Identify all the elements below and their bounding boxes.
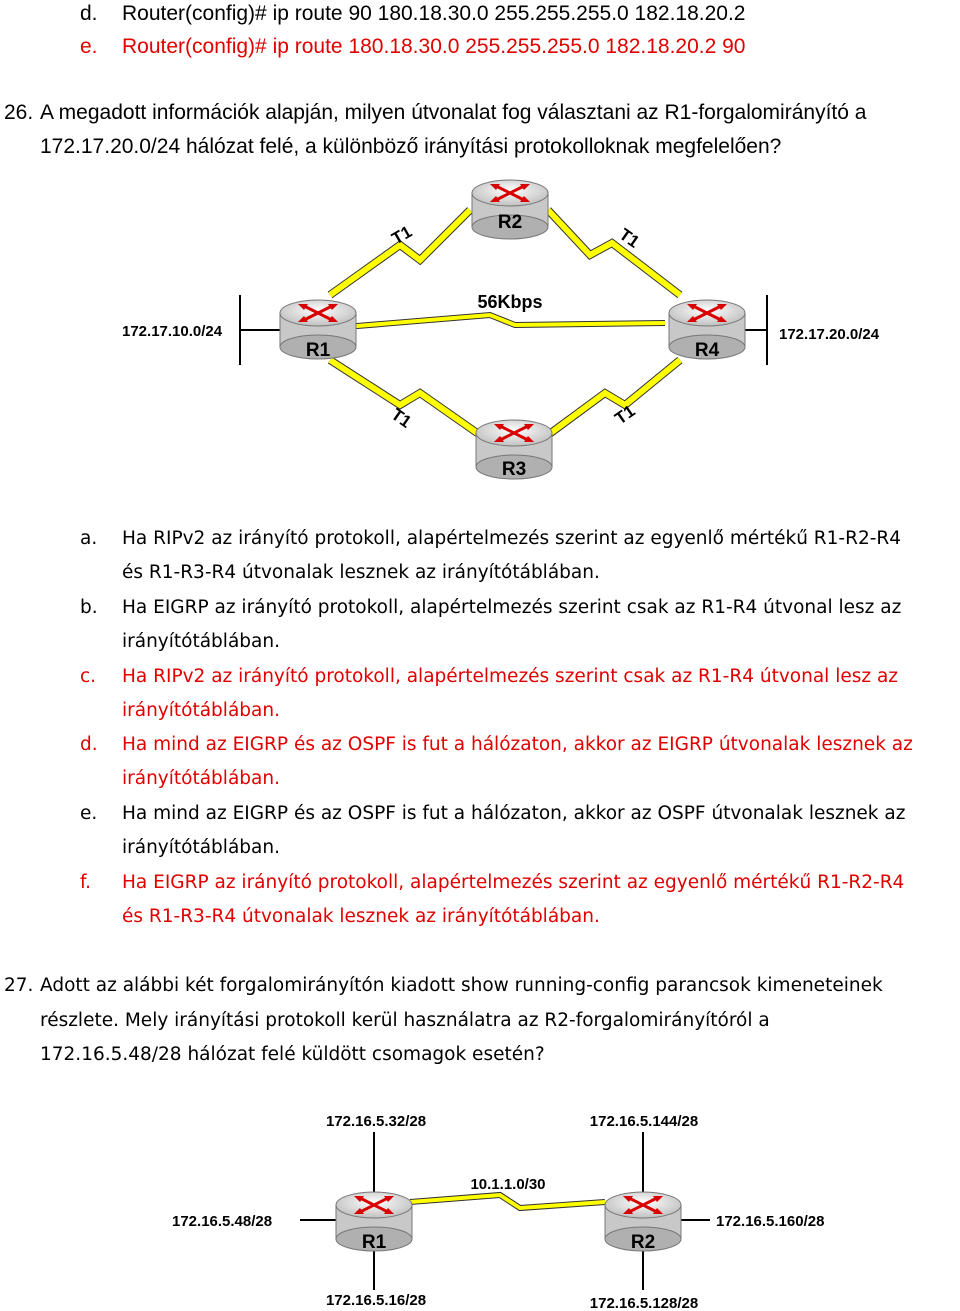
option-letter: e. [80, 803, 98, 824]
network-diagram-q27 [0, 1100, 960, 1311]
link-r3-r4 [548, 360, 680, 435]
option-letter: c. [80, 666, 97, 687]
link-label-56kbps: 56Kbps [477, 292, 543, 312]
link-r1-r2 [330, 210, 470, 295]
option-text-line2: irányítótáblában. [122, 768, 280, 789]
option-text-line1: Ha EIGRP az irányító protokoll, alapértelmezés szerint az egyenlő mértékű R1-R2-R4 [122, 872, 905, 893]
router-label-r4: R4 [694, 340, 720, 361]
option-text-line2: és R1-R3-R4 útvonalak lesznek az irányítótáblában. [122, 906, 600, 927]
option-letter: d. [80, 734, 98, 755]
link-label-t1: T1 [611, 401, 639, 429]
link-r1-r2 [410, 1195, 605, 1208]
link-label-t1: T1 [615, 224, 643, 252]
option-text-line2: és R1-R3-R4 útvonalak lesznek az irányítótáblában. [122, 562, 600, 583]
network-label-right: 172.17.20.0/24 [779, 326, 880, 343]
option-letter: a. [80, 528, 98, 549]
option-letter: d. [80, 2, 98, 25]
question-text-line2: részlete. Mely irányítási protokoll kerül használatra az R2-forgalomirányítóról a [40, 1010, 770, 1031]
option-text-line1: Ha RIPv2 az irányító protokoll, alapértelmezés szerint csak az R1-R4 útvonal lesz az [122, 666, 898, 687]
question-text-line3: 172.16.5.48/28 hálózat felé küldött csomagok esetén? [40, 1044, 545, 1065]
link-label-t1: T1 [388, 222, 416, 249]
network-label-r2-right: 172.16.5.160/28 [716, 1213, 825, 1230]
option-text: Router(config)# ip route 180.18.30.0 255.255.255.0 182.18.20.2 90 [122, 35, 746, 58]
option-text-line1: Ha EIGRP az irányító protokoll, alapértelmezés szerint csak az R1-R4 útvonal lesz az [122, 597, 902, 618]
network-label-left: 172.17.10.0/24 [122, 323, 223, 340]
option-text-line1: Ha mind az EIGRP és az OSPF is fut a hálózaton, akkor az EIGRP útvonalak lesznek az [122, 734, 913, 755]
option-text-line2: irányítótáblában. [122, 631, 280, 652]
router-label-r3: R3 [501, 459, 527, 480]
link-label: 10.1.1.0/30 [470, 1176, 546, 1193]
router-label-r2: R2 [497, 212, 523, 233]
router-label-r1: R1 [361, 1232, 387, 1253]
option-letter: b. [80, 597, 98, 618]
option-text: Router(config)# ip route 90 180.18.30.0 255.255.255.0 182.18.20.2 [122, 2, 746, 25]
network-label-r1-left: 172.16.5.48/28 [172, 1213, 273, 1230]
network-label-r1-bottom: 172.16.5.16/28 [325, 1292, 427, 1309]
question-number: 27. [4, 975, 34, 996]
router-label-r2: R2 [630, 1232, 656, 1253]
option-text-line2: irányítótáblában. [122, 700, 280, 721]
network-label-r2-top: 172.16.5.144/28 [589, 1113, 699, 1130]
question-text-line2: 172.17.20.0/24 hálózat felé, a különböző irányítási protokolloknak megfelelően? [40, 135, 782, 158]
option-letter: e. [80, 35, 98, 58]
question-text-line1: Adott az alábbi két forgalomirányítón kiadott show running-config parancsok kimeneteinek [40, 975, 883, 996]
router-label-r1: R1 [305, 340, 331, 361]
question-number: 26. [4, 101, 34, 124]
option-letter: f. [80, 872, 92, 893]
option-text-line1: Ha RIPv2 az irányító protokoll, alapértelmezés szerint az egyenlő mértékű R1-R2-R4 [122, 528, 902, 549]
link-label-t1: T1 [387, 404, 415, 432]
network-label-r2-bottom: 172.16.5.128/28 [589, 1295, 699, 1311]
network-label-r1-top: 172.16.5.32/28 [325, 1113, 427, 1130]
option-text-line2: irányítótáblában. [122, 837, 280, 858]
network-diagram-q26 [0, 165, 960, 495]
link-r2-r4 [548, 210, 680, 295]
option-text-line1: Ha mind az EIGRP és az OSPF is fut a hálózaton, akkor az OSPF útvonalak lesznek az [122, 803, 906, 824]
link-r1-r4 [345, 315, 665, 327]
question-text-line1: A megadott információk alapján, milyen útvonalat fog választani az R1-forgalomirányító a [40, 101, 867, 124]
